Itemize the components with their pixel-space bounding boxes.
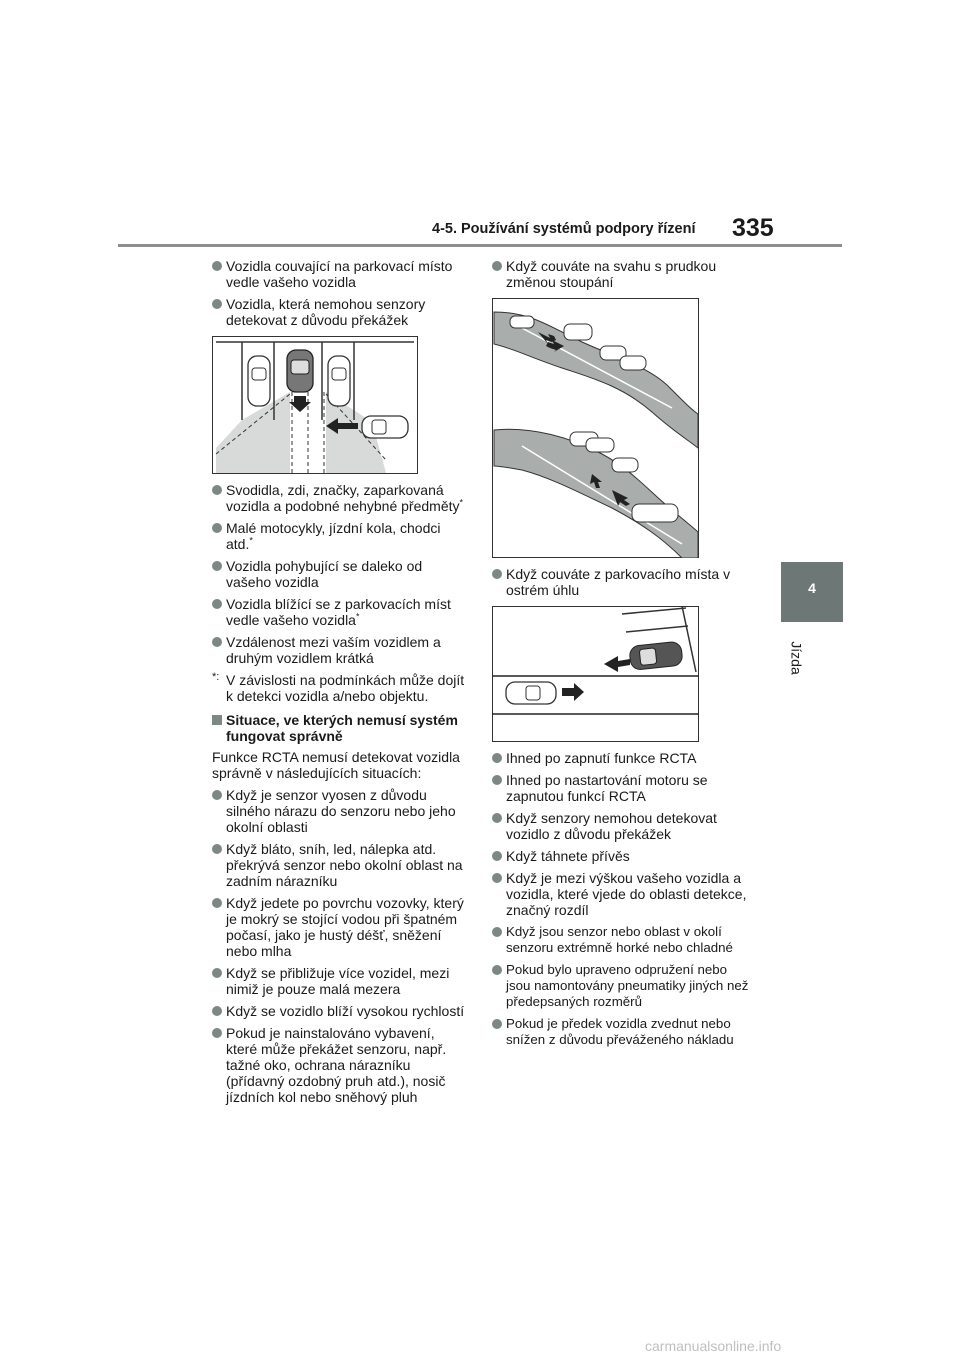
bullet-icon [492, 965, 502, 975]
bullet-icon [212, 898, 222, 908]
left-column [212, 258, 468, 1111]
bullet-icon [212, 523, 222, 533]
header-rule [118, 244, 842, 247]
list-item: Malé motocykly, jízdní kola, chodci atd.* [212, 520, 468, 552]
list-item: Vozidla pohybující se daleko od vašeho vozidla [212, 558, 468, 590]
bullet-icon [492, 813, 502, 823]
bullet-icon [212, 790, 222, 800]
chapter-label [790, 632, 830, 692]
list-item: Když jedete po povrchu vozovky, který je mokrý se stojící vodou při špatném počasí, jako je hustý déšť, sněžení nebo mlha [212, 895, 468, 959]
bullet-icon [492, 873, 502, 883]
bullet-icon [212, 261, 222, 271]
list-item: Když senzory nemohou detekovat vozidlo z důvodu překážek [492, 810, 754, 842]
list-item: Pokud bylo upraveno odpružení nebo jsou namontovány pneumatiky jiných než předepsaných rozměrů [492, 962, 754, 1010]
parking-lot-figure [212, 336, 468, 474]
list-item: Vozidla couvající na parkovací místo vedle vašeho vozidla [212, 258, 468, 290]
list-item: Ihned po nastartování motoru se zapnutou funkcí RCTA [492, 772, 754, 804]
page-number: 335 [732, 214, 774, 242]
chapter-tab-number: 4 [808, 580, 816, 596]
bullet-icon [212, 485, 222, 495]
list-item: Vozidla blížící se z parkovacích míst vedle vašeho vozidla* [212, 596, 468, 628]
bullet-icon [212, 299, 222, 309]
bullet-icon [492, 569, 502, 579]
bullet-icon [212, 599, 222, 609]
bullet-icon [212, 637, 222, 647]
bullet-icon [492, 851, 502, 861]
bullet-icon [212, 561, 222, 571]
bullet-icon [212, 844, 222, 854]
square-bullet-icon [212, 715, 222, 725]
list-item: Když bláto, sníh, led, nálepka atd. překrývá senzor nebo okolní oblast na zadním nárazníku [212, 841, 468, 889]
list-item: Pokud je předek vozidla zvednut nebo snížen z důvodu převáženého nákladu [492, 1016, 754, 1048]
footnote: *: V závislosti na podmínkách může dojít k detekci vozidla a/nebo objektu. [212, 671, 465, 704]
bullet-icon [212, 1006, 222, 1016]
bullet-icon [492, 753, 502, 763]
bullet-icon [492, 775, 502, 785]
bullet-icon [212, 1028, 222, 1038]
list-item: Vozidla, která nemohou senzory detekovat z důvodu překážek [212, 296, 468, 328]
bullet-icon [492, 927, 502, 937]
list-item: Když jsou senzor nebo oblast v okolí senzoru extrémně horké nebo chladné [492, 924, 754, 956]
bullet-icon [212, 968, 222, 978]
list-item: Ihned po zapnutí funkce RCTA [492, 750, 754, 766]
header-section-title: 4-5. Používání systémů podpory řízení [432, 221, 696, 237]
list-item: Když se vozidlo blíží vysokou rychlostí [212, 1003, 468, 1019]
list-item: Vzdálenost mezi vaším vozidlem a druhým vozidlem krátká [212, 634, 468, 666]
list-item: Svodidla, zdi, značky, zaparkovaná vozidla a podobné nehybné předměty* [212, 482, 468, 514]
chapter-tab [781, 562, 843, 622]
list-item: Pokud je nainstalováno vybavení, které může překážet senzoru, např. tažné oko, ochrana nárazníku (přídavný ozdobný pruh atd.), nosič jízdních kol nebo sněhový pluh [212, 1025, 468, 1105]
list-item: Když je mezi výškou vašeho vozidla a vozidla, které vjede do oblasti detekce, značný rozdíl [492, 870, 754, 918]
right-column [492, 258, 754, 1054]
angled-parking-figure [492, 606, 754, 742]
bullet-icon [492, 261, 502, 271]
list-item: Když se přibližuje více vozidel, mezi nimiž je pouze malá mezera [212, 965, 468, 997]
intro-paragraph: Funkce RCTA nemusí detekovat vozidla správně v následujících situacích: [212, 749, 460, 781]
bullet-icon [492, 1019, 502, 1029]
list-item: Když táhnete přívěs [492, 848, 754, 864]
list-item: Když couváte z parkovacího místa v ostrém úhlu [492, 566, 754, 598]
slope-figure [492, 298, 754, 558]
list-item: Když je senzor vyosen z důvodu silného nárazu do senzoru nebo jeho okolní oblasti [212, 787, 468, 835]
chapter-label-text: Jízda [788, 641, 805, 675]
watermark: carmanualsonline.info [645, 1338, 782, 1354]
list-item: Když couváte na svahu s prudkou změnou stoupání [492, 258, 754, 290]
section-heading: Situace, ve kterých nemusí systém fungovat správně [212, 712, 468, 744]
